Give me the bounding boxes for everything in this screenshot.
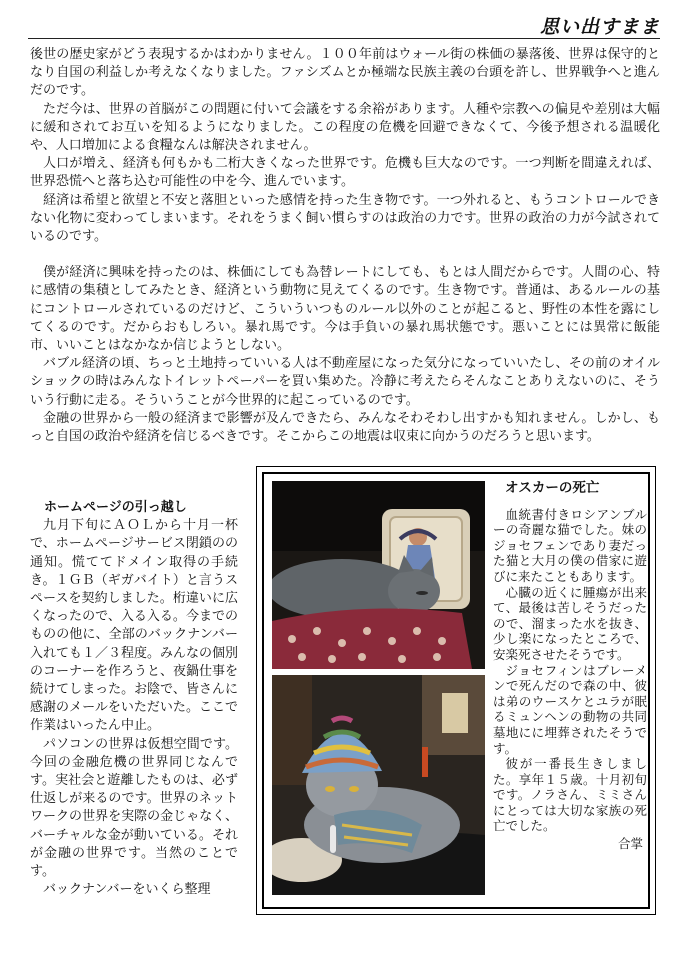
oscar-box-inner <box>262 472 650 909</box>
main-paragraph: 経済は希望と欲望と不安と落胆といった感情を持った生き物です。一つ外れると、もうコントロールできない化物に変わってしまいます。それをうまく飼い慣らすのは政治の力です。世界の政治の力が今試されているのです。 <box>30 192 660 245</box>
homepage-move-column <box>30 499 238 899</box>
homepage-move-paragraph: パソコンの世界は仮想空間です。今回の金融危機の世界同じなんです。実社会と遊離したものは、必ず仕返しが来るのです。世界のネットワークの世界を実際の金じゃなく、バーチャルな金が動いている。それが金融の世界です。当然のことです。 <box>30 736 238 880</box>
cat-photo-pillow <box>272 481 485 669</box>
main-paragraph: 僕が経済に興味を持ったのは、株価にしても為替レートにしても、もとは人間だからです。人間の心、特に感情の集積としてみたとき、経済という動物に見えてくるのです。生き物です。普通は、あるルールの基にコントロールされているのだけど、こういういつものルール以外のことが起こると、野性の本性を露にしてくるのです。だからおもしろい。暴れ馬です。今は手負いの暴れ馬状態です。悪いことには異常に飯能市、いいことはなかなか信じようとしない。 <box>30 265 660 354</box>
main-paragraph: 金融の世界から一般の経済まで影響が及んできたら、みんなそわそわし出すかも知れません。しかし、もっと自国の政治や経済を信じるべきです。そこからこの地震は収束に向かうのだろうと思います。 <box>30 410 660 445</box>
oscar-paragraph: ジョセフィンはブレーメンで死んだので森の中、彼は弟のウースケとユラが眠るミュンヘンの動物の共同墓地にに埋葬されたそうです。 <box>493 662 647 756</box>
oscar-box <box>256 466 656 915</box>
cat-photo-knit-hat <box>272 675 485 895</box>
cat-in-knit-hat-image <box>272 675 485 895</box>
main-article <box>30 46 660 446</box>
oscar-text <box>493 481 647 852</box>
cat-on-pillow-image <box>272 481 485 669</box>
homepage-move-paragraph: バックナンバーをいくら整理 <box>43 882 211 898</box>
main-paragraph: ただ今は、世界の首脳がこの問題に付いて会議をする余裕があります。人種や宗教への偏見や差別は大幅に緩和されてお互いを知るようになりました。この程度の危機を回避できなくて、今後予想される温暖化や、人口増加による食糧なんは解決されません。 <box>30 101 660 154</box>
oscar-paragraph: 血統書付きロシアンブルーの奇麗な猫でした。妹のジョセフェンであり妻だった猫と大月の僕の借家に遊びに来たこともあります。 <box>493 506 647 584</box>
oscar-sign: 合掌 <box>617 836 643 852</box>
main-paragraph: バブル経済の頃、ちっと土地持っていいる人は不動産屋になった気分になっていいたし、その前のオイルショックの時はみんなトイレットペーパーを買い集めた。冷静に考えたらそんなことありえないのに、そういう行動に走る。そういうことが今世界的に起こっているのです。 <box>30 356 660 408</box>
homepage-move-title: ホームページの引っ越し <box>44 500 187 515</box>
homepage-move-paragraph: 九月下旬にＡＯＬから十月一杯で、ホームページサービス閉鎖のの通知。慌ててドメイン取得の手続き。１ＧＢ（ギガバイト）と言うスペースを契約しました。桁違いに広くなったので、入る入る。今までのものの他に、全部のバックナンバー入れても１／３程度。みんなの個別のコーナーを作ろうと、夜鍋仕事を続けてしまった。お陰で、皆さんに感謝のメールをいただいた。ここで作業はいったん中止。 <box>30 518 239 734</box>
main-paragraph: 後世の歴史家がどう表現するかはわかりません。１００年前はウォール街の株価の暴落後、世界は保守的となり自国の利益しか考えなくなりました。ファシズムとか極端な民族主義の台頭を許し、世界戦争へと進んだのです。 <box>30 47 660 99</box>
main-paragraph: 人口が増え、経済も何もかも二桁大きくなった世界です。危機も巨大なのです。一つ判断を間違えれば、世界恐慌へと落ち込む可能性の中を今、進んでいます。 <box>30 156 660 190</box>
oscar-title: オスカーの死亡 <box>505 480 600 496</box>
page-title: 思い出すまま <box>539 16 660 38</box>
paragraph-gap <box>30 246 660 264</box>
oscar-paragraph: 彼が一番長生きしました。享年１５歳。十月初旬です。ノラさん、ミミさんにとっては大切な家族の死亡でした。 <box>493 756 647 834</box>
header-divider <box>28 38 660 39</box>
oscar-paragraph: 心臓の近くに腫瘍が出来て、最後は苦しそうだったので、溜まった水を抜き、少し楽になったところで、安楽死させたそうです。 <box>493 584 647 662</box>
